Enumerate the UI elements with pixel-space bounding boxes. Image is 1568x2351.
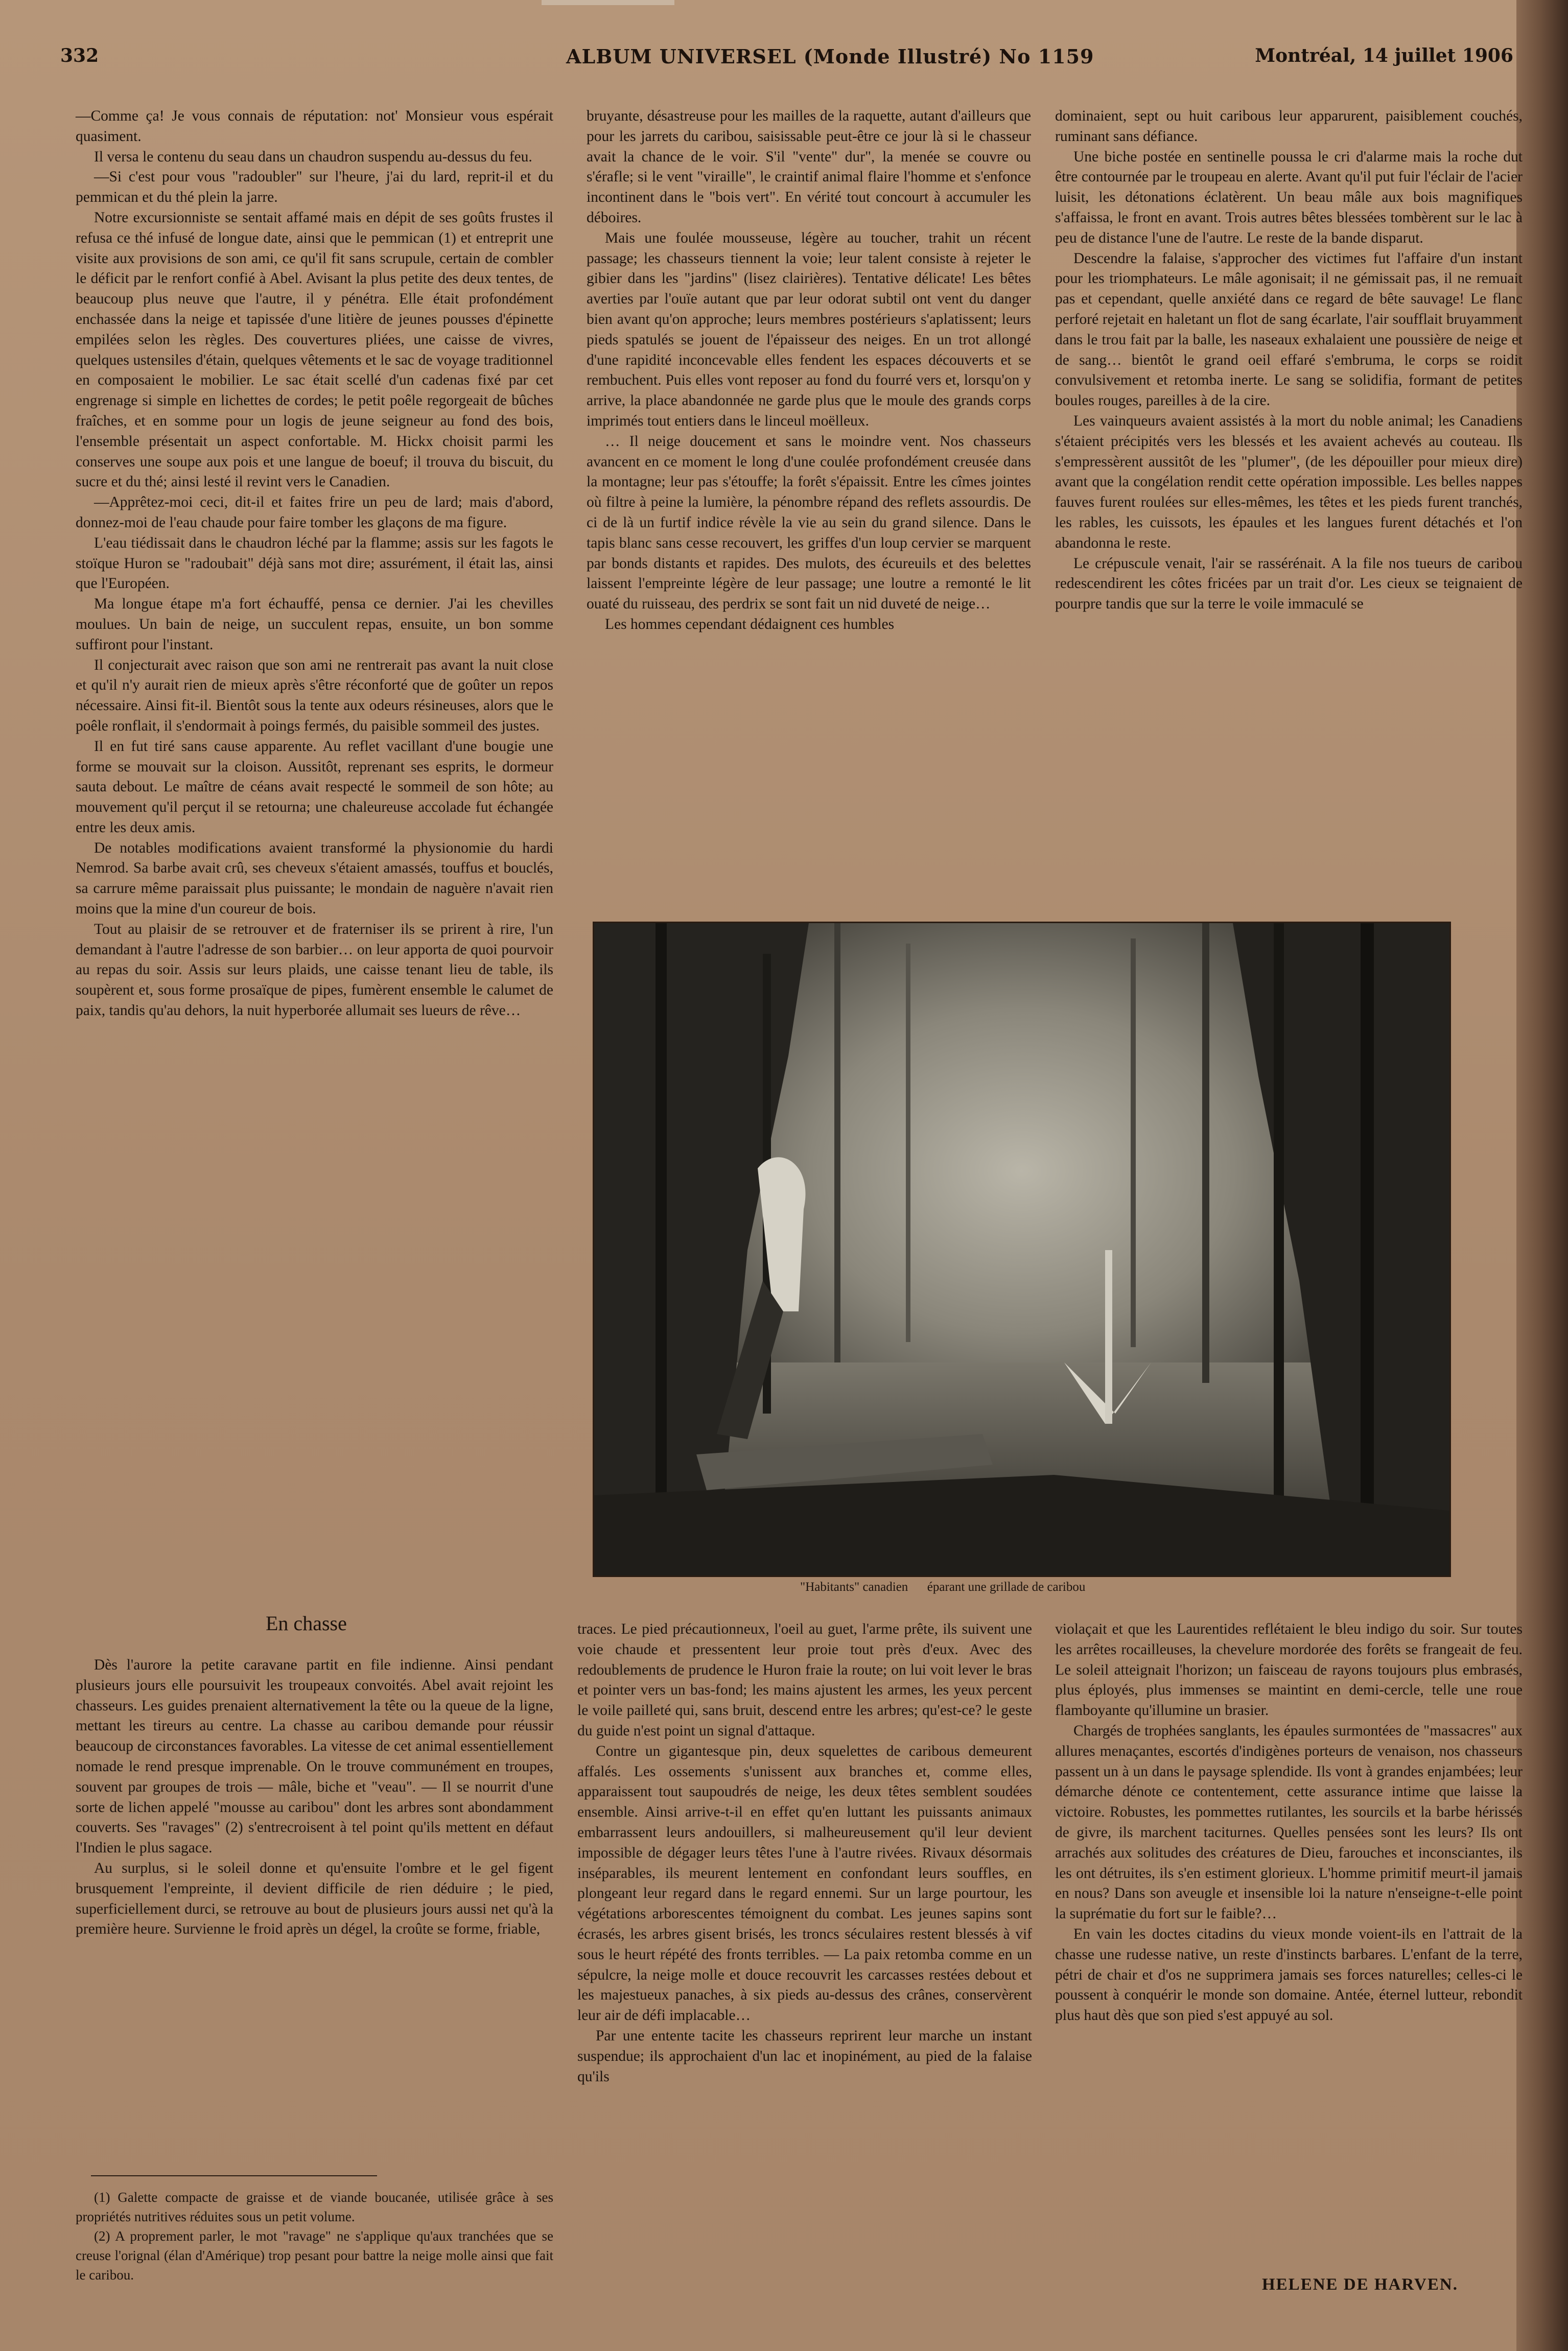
paragraph: Contre un gigantesque pin, deux squelettes de caribous demeurent affalés. Les ossements s'unissent aux branches et, comme elles, apparaissent tout saupoudrés de neige, les deux têtes semblent soudées ensemble. Ainsi arrive-t-il en effet qu'en luttant les puissants animaux embarrassent leurs andouillers, si malheureusement qu'il leur devient impossible de dégager leurs têtes l'une à l'autre rivées. Rivaux désormais inséparables, ils meurent lentement en confondant leurs souffles, en plongeant leur regard dans le regard ennemi. Sur un large pourtour, les végétations arborescentes témoignent du combat. Les jeunes sapins sont écrasés, les arbres gisent brisés, les troncs séculaires restent blessés à vif sous le heurt répété des fronts terribles. — La paix retomba comme en un sépulcre, la neige molle et douce recouvrit les carcasses restées debout et les majestueux panaches, à six pieds au-dessus des crânes, conservèrent leur air de défi implacable… — [577, 1743, 1032, 2024]
paragraph: Une biche postée en sentinelle poussa le cri d'alarme mais la roche dut être contournée par le troupeau en alerte. Avant qu'il put fuir l'éclair de l'acier luisit, les détonations éclatèrent. Un beau mâle aux bois magnifiques s'affaissa, le front en avant. Trois autres bêtes blessées tombèrent sur le lac à peu de distance l'une de l'autre. Le reste de la bande disparut. — [1055, 148, 1523, 246]
paragraph: … Il neige doucement et sans le moindre vent. Nos chasseurs avancent en ce moment le long d'une coulée profondément creusée dans la montagne; leur pas s'étouffe; la forêt s'épaissit. Entre les cîmes jointes où filtre à peine la lumière, la pénombre répand des reflets assourdis. De ci de là un furtif indice révèle la vie au sein du grand silence. Dans le tapis blanc sans cesse recouvert, les griffes d'un loup cervier se marquent par bonds distants et rapides. Des mulots, des écureuils et des belettes laissent l'empreinte légère de leur passage; une loutre a remonté le lit ouaté du ruisseau, des perdrix se sont fait un nid duveté de neige… — [587, 433, 1031, 613]
paragraph: Les hommes cependant dédaignent ces humbles — [605, 616, 895, 632]
paragraph: De notables modifications avaient transformé la physionomie du hardi Nemrod. Sa barbe avait crû, ses cheveux s'étaient amassés, touffus et bouclés, sa carrure même paraissait plus puissante; le mondain de naguère n'avait rien moins que la mine d'un coureur de bois. — [76, 839, 553, 918]
paragraph: L'eau tiédissait dans le chaudron léché par la flamme; assis sur les fagots le stoïque Huron se "radoubait" déjà sans mot dire; assurément, il était las, ainsi que l'Européen. — [76, 534, 553, 592]
paragraph: Chargés de trophées sanglants, les épaules surmontées de "massacres" aux allures menaçantes, escortés d'indigènes porteurs de venaison, nos chasseurs passent un à un dans le paysage splendide. Ils vont à grandes enjambées; leur démarche dénote ce contentement, cette assurance intime que laisse la victoire. Robustes, les pommettes rutilantes, les sourcils et la barbe hérissés de givre, ils marchent taciturnes. Quelles pensées sont les leurs? Ils ont arrachés aux solitudes des créatures de Dieu, farouches et inconsciantes, ils les ont détruites, ils s'en estiment glorieux. L'homme primitif meurt-il jamais en nous? Dans son aveugle et insensible loi la nature n'enseigne-t-elle point la suprématie du fort sur le faible?… — [1055, 1722, 1523, 1922]
page-header — [60, 45, 1522, 81]
footnote: (2) A proprement parler, le mot "ravage" ne s'applique qu'aux tranchées que se creuse l'orignal (élan d'Amérique) trop pesant pour battre la neige molle ainsi que fait le caribou. — [76, 2228, 553, 2283]
journal-title: ALBUM UNIVERSEL (Monde Illustré) No 1159 — [566, 45, 1094, 68]
footnote-divider — [91, 2175, 377, 2176]
paragraph: Il versa le contenu du seau dans un chaudron suspendu au-dessus du feu. — [94, 148, 532, 165]
author-signature: HELENE DE HARVEN. — [1262, 2275, 1458, 2294]
section-title: En chasse — [266, 1612, 347, 1635]
column-2-top — [587, 106, 1031, 913]
paragraph: Ma longue étape m'a fort échauffé, pensa ce dernier. J'ai les chevilles moulues. Un bain de neige, un succulent repas, ensuite, un bon somme suffiront pour l'instant. — [76, 596, 553, 653]
paragraph: bruyante, désastreuse pour les mailles de la raquette, autant d'ailleurs que pour les jarrets du caribou, saisissable peut-être ce jour là si le chasseur avait la chance de le voir. S'il "vente" dur", la menée se couvre ou s'érafle; si le vent "viraille", le craintif animal flaire l'homme et s'enfonce incontinent dans le "bois vert". En vérité tout concourt à accumuler les déboires. — [587, 108, 1031, 226]
paragraph: Mais une foulée mousseuse, légère au toucher, trahit un récent passage; les chasseurs tiennent la voie; leur talent consiste à rejeter le gibier dans les "jardins" (lisez clairières). Tentative délicate! Les bêtes averties par l'ouïe autant que par leur odorat subtil ont vent du danger bien avant qu'on approche; leurs membres postérieurs s'aplatissent; leurs pieds spatulés se jouent de l'épaisseur des neiges. En un trot allongé d'une rapidité inconcevable elles fendent les espaces découverts et se rembuchent. Puis elles vont reposer au fond du fourré vers et, lorsqu'on y arrive, la place abandonnée ne garde plus que le moule des grands corps imprimés tout entiers dans le linceul moëlleux. — [587, 229, 1031, 429]
column-1-top — [76, 106, 553, 1588]
paragraph: violaçait et que les Laurentides reflétaient le bleu indigo du soir. Sur toutes les arrêtes rocailleuses, la chevelure mordorée des forêts se frangeait de feu. Le soleil atteignait l'horizon; un faisceau de rayons toujours plus embrasés, plus éployés, plus immenses se maintint en demi-cercle, telle une roue flamboyante qu'illumine un brasier. — [1055, 1621, 1523, 1719]
column-1-bottom — [76, 1655, 553, 2166]
paragraph: Il en fut tiré sans cause apparente. Au reflet vacillant d'une bougie une forme se mouvait sur la cloison. Aussitôt, reprenant ses esprits, le dormeur sauta debout. Le maître de céans avait respecté le sommeil de son hôte; au mouvement qu'il perçut il se retourna; une chaleureuse accolade fut échangée entre les deux amis. — [76, 738, 553, 836]
photo-caption: "Habitants" canadien éparant une grillade de caribou — [800, 1580, 1086, 1594]
forest-photo-image — [594, 923, 1449, 1576]
paragraph: Au surplus, si le soleil donne et qu'ensuite l'ombre et le gel figent brusquement l'empreinte, il devient difficile de rien déduire ; le pied, superficiellement durci, se retrouve au bout de plusieurs jours aussi net qu'à la première heure. Survienne le froid après un dégel, la croûte se forme, friable, — [76, 1860, 553, 1938]
paragraph: Descendre la falaise, s'approcher des victimes fut l'affaire d'un instant pour les triomphateurs. Le mâle agonisait; il ne gémissait pas, il ne remuait pas et cependant, quelle anxiété dans ce regard de bête sauvage! Le flanc perforé rejetait en haletant un flot de sang écarlate, l'air soufflait bruyamment dans le trou fait par la balle, les naseaux exhalaient une poussière de neige et de sang… bientôt le grand oeil effaré s'embruma, le corps se roidit convulsivement et retomba inerte. Le sang se solidifia, formant de petites boules rouges, pareilles à de la cire. — [1055, 250, 1523, 409]
paragraph: Il conjecturait avec raison que son ami ne rentrerait pas avant la nuit close et qu'il n'y aurait rien de mieux après s'être réconforté que de goûter un repos nécessaire. Ainsi fit-il. Bientôt sous la tente aux odeurs résineuses, alors que le poêle ronflait, il s'endormait à poings fermés, du paisible sommeil des justes. — [76, 656, 553, 734]
paragraph: traces. Le pied précautionneux, l'oeil au guet, l'arme prête, ils suivent une voie chaude et pressentent leur proie tout près d'eux. Avec des redoublements de prudence le Huron fraie la route; on lui voit lever le bras et pointer vers un bas-fond; les mains ajustent les armes, les yeux percent le voile pailleté qui, sans bruit, descend entre les arbres; qu'est-ce? le geste du guide n'est point un signal d'attaque. — [577, 1621, 1032, 1739]
column-3-top — [1055, 106, 1523, 913]
paragraph: Dès l'aurore la petite caravane partit en file indienne. Ainsi pendant plusieurs jours elle poursuivit les troupeaux convoités. Abel avait rejoint les chasseurs. Les guides prenaient alternativement la tête ou la queue de la ligne, mettant les tireurs au centre. La chasse au caribou demande pour réussir beaucoup de circonstances favorables. La vitesse de cet animal essentiellement nomade le rend presque imprenable. On le trouve communément en troupes, souvent par groupes de trois — mâle, biche et "veau". — Il se nourrit d'une sorte de lichen appelé "mousse au caribou" dont les arbres sont abondamment couverts. Ses "ravages" (2) s'entrecroisent à tel point qu'ils mettent en défaut l'Indien le plus sagace. — [76, 1657, 553, 1856]
paragraph: dominaient, sept ou huit caribous leur apparurent, paisiblement couchés, ruminant sans défiance. — [1055, 108, 1523, 145]
paragraph: Notre excursionniste se sentait affamé mais en dépit de ses goûts frustes il refusa ce thé infusé de longue date, ainsi que le pemmican (1) et entreprit une visite aux provisions de son ami, ce qu'il fit sans scrupule, certain de combler le déficit par le renfort confié à Abel. Avisant la plus petite des deux tentes, de beaucoup plus neuve que l'autre, il y pénétra. Elle était profondément enchassée dans la neige et tapissée d'une litière de jeunes pousses d'épinette empilées selon les règles. Des couvertures pliées, une caisse de vivres, quelques ustensiles d'étain, quelques vêtements et le sac de voyage traditionnel en composaient le mobilier. Le sac était scellé d'un cadenas fixé par cet engrenage si simple en lichettes de cordes; le petit poêle regorgeait de bûches fraîches, et en somme pour un logis de jeune seigneur au fond des bois, l'ensemble présentait un aspect confortable. M. Hickx choisit parmi les conserves une soupe aux pois et une langue de boeuf; il trouva du biscuit, du sucre et du thé; ainsi lesté il revint vers le Canadien. — [76, 209, 553, 490]
paragraph: —Comme ça! Je vous connais de réputation: not' Monsieur vous espérait quasiment. — [76, 108, 553, 145]
forest-photograph — [593, 922, 1451, 1577]
paragraph: Tout au plaisir de se retrouver et de fraterniser ils se prirent à rire, l'un demandant à l'autre l'adresse de son barbier… on leur apporta de quoi pourvoir au repas du soir. Assis sur leurs plaids, une caisse tenant lieu de table, ils soupèrent et, sous forme prosaïque de pipes, fumèrent ensemble le calumet de paix, tandis qu'au dehors, la nuit hyperborée allumait ses lueurs de rêve… — [76, 921, 553, 1019]
page-number: 332 — [60, 45, 99, 66]
footnotes — [76, 2188, 553, 2285]
column-2-bottom — [577, 1619, 1032, 2345]
issue-date: Montréal, 14 juillet 1906 — [1255, 45, 1513, 66]
paragraph: Par une entente tacite les chasseurs reprirent leur marche un instant suspendue; ils approchaient d'un lac et inopinément, au pied de la falaise qu'ils — [577, 2027, 1032, 2085]
page-binding-edge — [1516, 0, 1568, 2351]
paragraph: —Si c'est pour vous "radoubler" sur l'heure, j'ai du lard, reprit-il et du pemmican et du thé plein la jarre. — [76, 169, 553, 206]
paragraph: —Apprêtez-moi ceci, dit-il et faites frire un peu de lard; mais d'abord, donnez-moi de l'eau chaude pour faire tomber les glaçons de ma figure. — [76, 494, 553, 531]
column-3-bottom — [1055, 1619, 1523, 2268]
paragraph: Les vainqueurs avaient assistés à la mort du noble animal; les Canadiens s'étaient précipités vers les blessés et les avaient achevés au couteau. Ils s'empressèrent aussitôt de les "plumer", (de les dépouiller pour mieux dire) avant que la congélation rendit cette opération impossible. Les belles nappes fauves furent roulées sur elles-mêmes, les têtes et les pieds furent tranchés, les rables, les cuissots, les épaules et les langues furent détachés et l'on abandonna le reste. — [1055, 412, 1523, 551]
page-top-tear — [542, 0, 674, 5]
paragraph: En vain les doctes citadins du vieux monde voient-ils en l'attrait de la chasse une rudesse native, un reste d'instincts barbares. L'enfant de la terre, pétri de chair et d'os ne supprimera jamais ses forces naturelles; celles-ci le poussent à conquérir le monde son domaine. Antée, éternel lutteur, rebondit plus haut dès que son pied s'est appuyé au sol. — [1055, 1925, 1523, 2024]
footnote: (1) Galette compacte de graisse et de viande boucanée, utilisée grâce à ses propriétés nutritives réduites sous un petit volume. — [76, 2190, 553, 2224]
paragraph: Le crépuscule venait, l'air se rassérénait. A la file nos tueurs de caribou redescendirent les côtes fricées par un trait d'or. Les cieux se teignaient de pourpre tandis que sur la terre le voile immaculé se — [1055, 555, 1523, 613]
